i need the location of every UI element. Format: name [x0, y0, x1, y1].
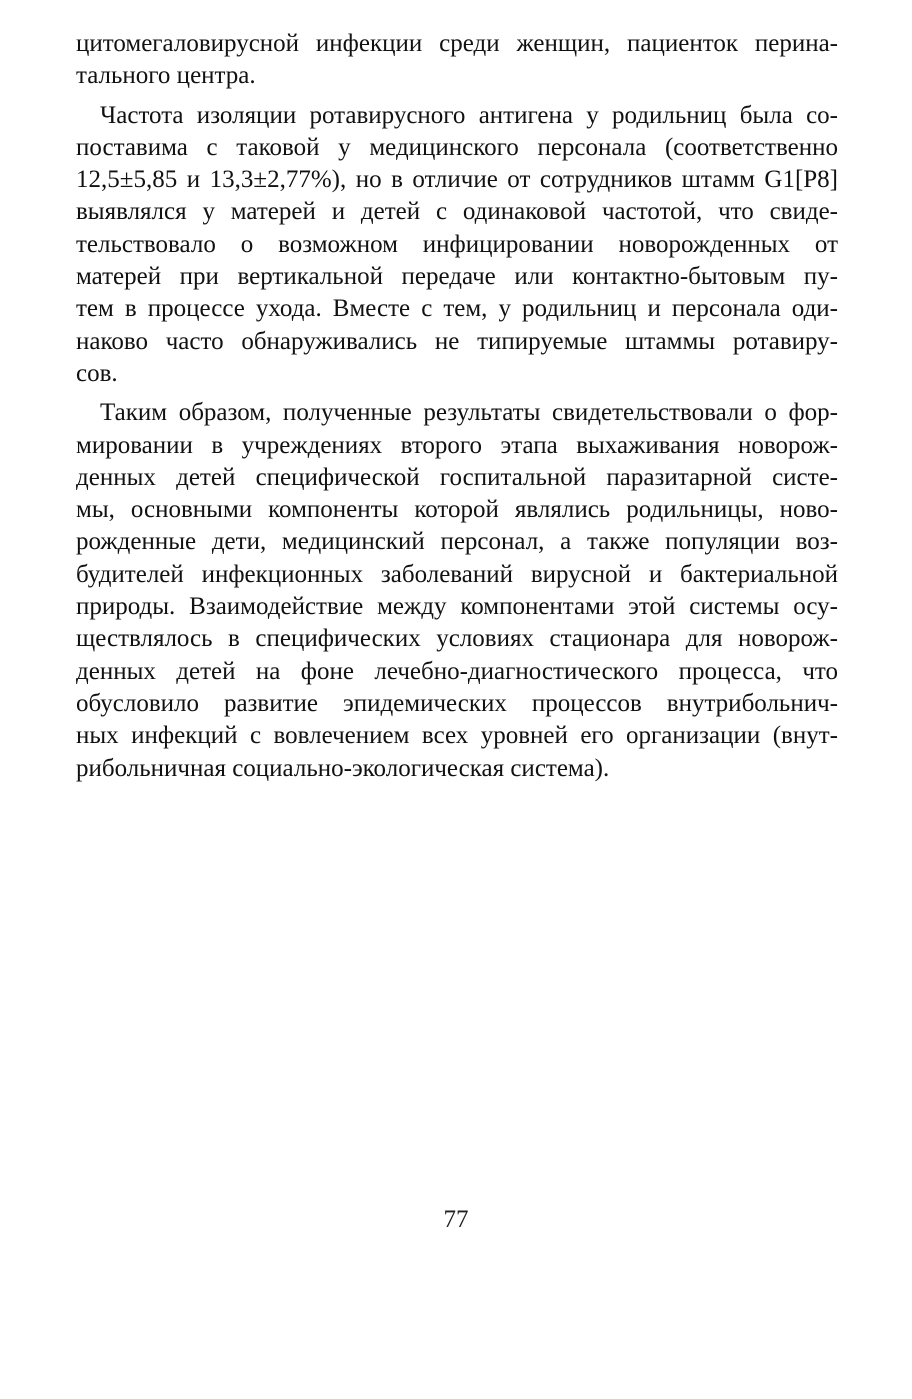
text-line: денных детей на фоне лечебно-диагностического процесса, что: [76, 657, 838, 685]
text-line: 12,5±5,85 и 13,3±2,77%), но в отличие от сотрудников штамм G1[P8]: [76, 166, 838, 194]
text-line: мы, основными компоненты которой являлись родильницы, ново-: [76, 496, 838, 524]
text-line: ществлялось в специфических условиях стационара для новорож-: [76, 625, 838, 653]
text-line: мировании в учреждениях второго этапа выхаживания новорож-: [76, 431, 838, 459]
paragraph-continuation: [76, 28, 838, 93]
body-text: [76, 28, 838, 785]
text-line: денных детей специфической госпитальной паразитарной систе-: [76, 463, 838, 491]
text-line: ных инфекций с вовлечением всех уровней его организации (внут-: [76, 722, 838, 750]
paragraph-conclusion: [76, 397, 838, 785]
text-line: наково часто обнаруживались не типируемые штаммы ротавиру-: [76, 327, 838, 355]
text-line: тального центра.: [76, 62, 256, 90]
text-line: тельствовало о возможном инфицировании новорожденных от: [76, 230, 838, 258]
text-line: рожденные дети, медицинский персонал, а также популяции воз-: [76, 528, 838, 556]
text-line: сов.: [76, 359, 118, 387]
text-line: тем в процессе ухода. Вместе с тем, у родильниц и персонала оди-: [76, 295, 838, 323]
text-line: рибольничная социально-экологическая система).: [76, 754, 610, 782]
text-line: выявлялся у матерей и детей с одинаковой частотой, что свиде-: [76, 198, 838, 226]
page-number: 77: [443, 1206, 469, 1233]
text-line: поставима с таковой у медицинского персонала (соответственно: [76, 133, 838, 161]
paragraph-gap: [76, 93, 838, 100]
paragraph-rotavirus: [76, 100, 838, 391]
text-line: матерей при вертикальной передаче или контактно-бытовым пу-: [76, 263, 838, 291]
text-line: природы. Взаимодействие между компонентами этой системы осу-: [76, 593, 838, 621]
text-line: будителей инфекционных заболеваний вирусной и бактериальной: [76, 560, 838, 588]
text-line: обусловило развитие эпидемических процессов внутрибольнич-: [76, 689, 838, 717]
paragraph-gap: [76, 390, 838, 397]
text-line: Частота изоляции ротавирусного антигена у родильниц была со-: [100, 101, 838, 129]
text-line: Таким образом, полученные результаты свидетельствовали о фор-: [100, 399, 838, 427]
text-line: цитомегаловирусной инфекции среди женщин, пациенток перина-: [76, 30, 838, 57]
